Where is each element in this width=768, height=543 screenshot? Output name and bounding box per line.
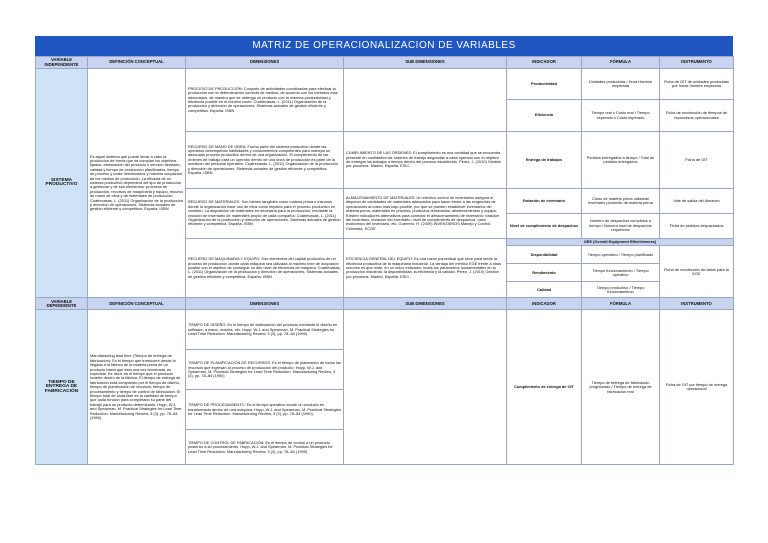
header-def: DEFINICIÓN CONCEPTUAL — [88, 57, 186, 69]
instrument-cell: Vale de salida del Almacén — [660, 189, 734, 214]
indicator-cell: Calidad — [507, 282, 582, 298]
header-var-dep: VARIABLE DEPENDIENTE — [36, 298, 88, 310]
instrument-cell: Ficha de recolección de tiempos de reprocesos operacionales — [660, 100, 734, 132]
formula-cell: Tiempo operativo / Tiempo planificado — [582, 246, 660, 264]
header-ind: INDICADOR — [507, 57, 582, 69]
indicator-cell: Disponibilidad — [507, 246, 582, 264]
formula-cell: Pedidos entregados a tiempo / Total de pedidos entregados — [582, 132, 660, 189]
header-ins: INSTRUMENTO — [660, 57, 734, 69]
formula-cell: Tiempo de entrega de fabricación programado / Tiempo de entrega de fabricación real — [582, 310, 660, 465]
definition-cell: Es aquel sistema que puede llevar a cabo la producción de forma que se cumplan los objetivos fijados: elaboración del producto o servicio deseado, calidad y tiempo de producción planificados, tiempo de proceso y coste minimizados y máxima ocupación de los medios de producción. La eficacia de un sistema productivo dependerá del tipo de producción a gestionar y de sus elementos: procesos de producción, recursos de maquinaria y equipo, recurso de mano de obra y de materiales de producción. Cuatrecasas, L. (2011) Organización de la producción y dirección de operaciones. Sistemas actuales de gestión eficiente y competitiva. España. ISBN — [88, 69, 186, 298]
instrument-cell: Ficha de OIT de unidades producidas por horas hombre empleada — [660, 69, 734, 100]
header-def: DEFINICIÓN CONCEPTUAL — [88, 298, 186, 310]
matrix-table — [35, 56, 734, 465]
header-ins: INSTRUMENTO — [660, 298, 734, 310]
dimension-cell: TIEMPO DE CONTROL DE FABRICACIÓN: Es el tiempo de control a un producto posterior a su procesamiento. Hopp, W.J. and Spearman, M. Practical Strategies for Lead Time Reduction. Manufacturing Review, 3 (3), pp. 78–84 (1990) — [186, 430, 344, 465]
subdimension-cell — [344, 69, 507, 132]
subdimension-cell: CUMPLIMIENTO DE LAS ÓRDENES: El cumplimiento es una cantidad que se encuentra presente en cantidades las órdenes de trabajo asignadas a cada operario con el objetivo de entregar los trabajos a tiempo dentro del proceso establecido. Pérez, J. (2010) Gestión por procesos. Madrid, España. ESIC. — [344, 132, 507, 189]
header-for: FÓRMULA — [582, 298, 660, 310]
formula-cell: Costo de materia prima utilizada/ Inventario promedio de materia prima — [582, 189, 660, 214]
header-sub: SUB DIMENSIONES — [344, 298, 507, 310]
indicator-cell: Entrega de trabajos — [507, 132, 582, 189]
dimension-cell: RECURSO DE MAQUINARIA Y EQUIPO: Son elementos del capital productivo de un proceso de producción donde cada máquina sea utilizada al máximo livre de ocupación posible con el objetivo de conseguir un alto nivel de eficiencia de máquina. Cuatrecasas, L. (2011) Organización de la producción y dirección de operaciones. Sistemas actuales de gestión eficiente y competitiva. España. ISBN — [186, 239, 344, 298]
indicator-cell: Productividad — [507, 69, 582, 100]
subdimension-cell — [344, 310, 507, 465]
instrument-cell: Ficha de OIT por tiempo de entrega operacional — [660, 310, 734, 465]
subdimension-cell: ALMACENAMIENTO DE MATERIALES: Un efectivo control de inventarios asegura el disponer de cantidades de materiales adecuados para hacer frente a las exigencias de operaciones al costo más bajo posible, por que se pueden establecer inventarios de: materia prima, materiales en proceso, productos terminados, abastecimientos y equipo. Existen indicadores alternativos para controlar el almacenamiento de inventario: rotación del inventario, duración del inventario, nivel de cumplimiento de despachos, valor económico del inventario, etc. Guerrero, H. (2009) INVENTARIOS Manejo y Control. Colombia. ECOE — [344, 189, 507, 239]
formula-cell: Tiempo real x Costo real / Tiempo esperado x Costo esperado — [582, 100, 660, 132]
indicator-cell: Eficiencia — [507, 100, 582, 132]
header-var-ind: VARIABLE INDEPENDIENTE — [36, 57, 88, 69]
indicator-cell: Nivel de cumplimiento de despachos — [507, 214, 582, 239]
variable-name: TIEMPO DE ENTREGA DE FABRICACIÓN — [36, 310, 88, 465]
formula-cell: Tiempo productivo / Tiempo funcionamiento — [582, 282, 660, 298]
dimension-cell: TIEMPO DE PLANIFICACIÓN DE RECURSOS: Es el tiempo de planeación de todos los recursos que ingresan al proceso de producción del producto. Hopp, W.J. and Spearman, M. Practical Strategies for Lead Time Reduction. Manufacturing Review, 3 (3), pp. 78–84 (1990) — [186, 350, 344, 390]
indicator-cell: Rendimiento — [507, 264, 582, 282]
dimension-cell: PROCESO DE PRODUCCIÓN: Conjunto de actividades coordinadas para efectuar la producción con la determinación correcta de medios, de acuerdo con los métodos más adecuados, de manera que se obtenga un producto con la máxima productividad y eficiencia posible en el mínimo costo. Cuatrecasas, L. (2011) Organización de la producción y dirección de operaciones. Sistemas actuales de gestión eficiente y competitiva. España. ISBN — [186, 69, 344, 132]
dimension-cell: TIEMPO DE DISEÑO: Es el tiempo de elaboración del producto mediante el diseño en software, a mano, moldes, etc. Hopp, W.J. and Spearman, M. Practical Strategies for Lead Time Reduction. Manufacturing Review, 3 (3), pp. 78–84 (1990) — [186, 310, 344, 350]
instrument-cell: Ficha de OIT — [660, 132, 734, 189]
instrument-cell: Ficha de recolección de datos para la EGE — [660, 246, 734, 298]
header-dim: DIMENSIONES — [186, 298, 344, 310]
formula-cell: Unidades producidas / Hora Hombre empleada — [582, 69, 660, 100]
formula-cell: Tiempo funcionamiento / Tiempo operativo — [582, 264, 660, 282]
dimension-cell: RECURSO DE MATERIALES: Son bienes tangibles como materia prima e insumos donde la organización hace uso de ellos como impacto para el proceso productivo en cuestión. La disposición de materiales es necesaria para la producción, mediante la rotación de inventario de materiales propio de cada compañía. Cuatrecasas, L. (2011) Organización de la producción y dirección de operaciones. Sistemas actuales de gestión eficiente y competitiva. España. ISBN — [186, 189, 344, 239]
header-dim: DIMENSIONES — [186, 57, 344, 69]
instrument-cell: Ficha de pedidos despachados — [660, 214, 734, 239]
header-row-2 — [36, 298, 734, 310]
subdimension-cell: EFICIENCIA GENERAL DEL EQUIPO: Es una razón porcentual que sirve para medir la eficiencia productiva de la maquinaria industrial. La ventaja del métrico EGE frente a otras razones es que mide, en un único indicador, todos los parámetros fundamentales en la producción industrial: la disponibilidad, la eficiencia y la calidad. Pérez, J. (2010) Gestión por procesos. Madrid, España. ESIC. — [344, 239, 507, 298]
definition-cell: Manufacturing lead time (Tiempo de entrega de fabricación): Es el tiempo que transcurre desde la llegada a la fábrica de la materia prima de un producto hasta que ésta una vez terminada, es expedida. Es decir, es el tiempo que el producto invierte dentro de la fábrica. El tiempo de entrega de fabricación está compuesto por el tiempo de diseño, tiempo de planificación de recursos, tiempo de procesamiento y tiempo de control de fabricación. El tiempo total de cada fase es la cantidad de tiempo que cada función para completarlo su parte del trabajo para un producto determinado. Hopp, W.J. and Spearman, M. Practical Strategies for Lead Time Reduction. Manufacturing Review, 3 (3), pp. 78–84 (1990) — [88, 310, 186, 465]
operationalization-matrix — [35, 36, 733, 465]
matrix-title: MATRIZ DE OPERACIONALIZACION DE VARIABLES — [35, 36, 733, 56]
header-for: FÓRMULA — [582, 57, 660, 69]
header-ind: INDICADOR — [507, 298, 582, 310]
formula-cell: Número de despachos cumplidos a tiempo / Número total de despachos requeridos — [582, 214, 660, 239]
variable-name: SISTEMA PRODUCTIVO — [36, 69, 88, 298]
header-row-1 — [36, 57, 734, 69]
oee-header: OEE (Overall Equipment Effectiveness) — [507, 239, 734, 246]
indicator-cell: Rotación de inventario — [507, 189, 582, 214]
dimension-cell: RECURSO DE MANO DE OBRA: Forma parte del sistema productivo donde las operarios desempeñan habilidades y conocimientos competentes para manejar un adecuado proceso productivo dentro de una organización. El cumplimiento de las órdenes de trabajo para un operario dentro de una línea de producción es parte de la medición del personal operativo. Cuatrecasas, L. (2011) Organización de la producción y dirección de operaciones. Sistemas actuales de gestión eficiente y competitiva. España. ISBN — [186, 132, 344, 189]
header-sub: SUB DIMENSIONES — [344, 57, 507, 69]
dimension-cell: TIEMPO DE PROCESAMIENTO: Es el tiempo operativo donde un producto es transformado dentro de una máquina. Hopp, W.J. and Spearman, M. Practical Strategies for Lead Time Reduction. Manufacturing Review, 3 (3), pp. 78–84 (1990) — [186, 390, 344, 430]
indicator-cell: Cumplimiento de entrega de OIT — [507, 310, 582, 465]
